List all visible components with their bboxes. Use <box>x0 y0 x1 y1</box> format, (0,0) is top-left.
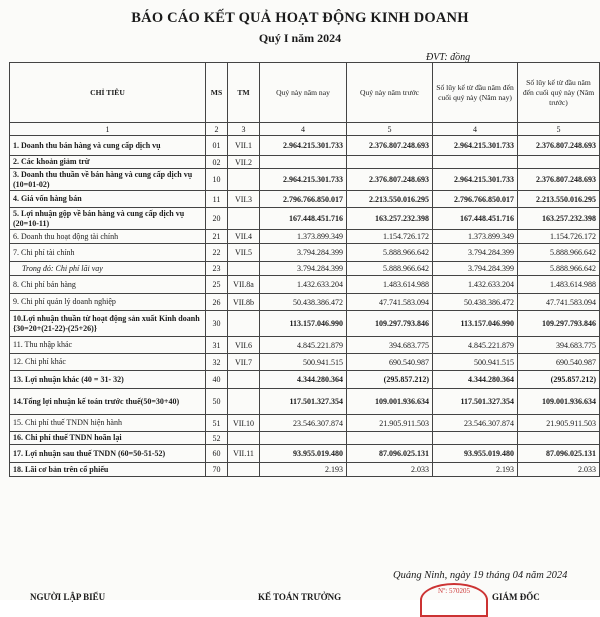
row-code: 22 <box>206 244 228 262</box>
row-indicator: 1. Doanh thu bán hàng và cung cấp dịch vụ <box>10 136 206 156</box>
row-current-quarter <box>260 432 347 445</box>
row-current-quarter: 500.941.515 <box>260 354 347 371</box>
row-note: VII.2 <box>228 156 260 169</box>
table-row <box>10 156 600 169</box>
col-ytd-prior: Số lũy kế từ đầu năm đến cuối quý này (Năm trước) <box>518 63 600 123</box>
row-ytd-current: 167.448.451.716 <box>433 208 518 230</box>
row-note <box>228 311 260 337</box>
col-number: 4 <box>433 123 518 136</box>
report-date: Quảng Ninh, ngày 19 tháng 04 năm 2024 <box>393 570 568 581</box>
row-ytd-current: 4.344.280.364 <box>433 371 518 389</box>
header-row <box>10 63 600 123</box>
row-note: VII.7 <box>228 354 260 371</box>
row-ytd-current: 2.964.215.301.733 <box>433 136 518 156</box>
row-current-quarter: 93.955.019.480 <box>260 445 347 463</box>
row-ytd-prior: 1.154.726.172 <box>518 230 600 244</box>
row-code: 21 <box>206 230 228 244</box>
row-code: 25 <box>206 276 228 294</box>
row-note: VII.10 <box>228 415 260 432</box>
column-number-row <box>10 123 600 136</box>
row-ytd-current <box>433 432 518 445</box>
row-prior-quarter: 2.033 <box>347 463 433 477</box>
row-indicator: 8. Chi phí bán hàng <box>10 276 206 294</box>
row-current-quarter: 2.964.215.301.733 <box>260 169 347 191</box>
row-note: VII.1 <box>228 136 260 156</box>
row-code: 01 <box>206 136 228 156</box>
row-current-quarter: 2.193 <box>260 463 347 477</box>
row-indicator: 4. Giá vốn hàng bán <box>10 191 206 208</box>
col-ytd-current: Số lũy kế từ đầu năm đến cuối quý này (Năm nay) <box>433 63 518 123</box>
income-statement-table <box>9 62 600 477</box>
chief-accountant-title: KẾ TOÁN TRƯỞNG <box>258 592 342 602</box>
row-current-quarter: 2.796.766.850.017 <box>260 191 347 208</box>
row-ytd-prior <box>518 156 600 169</box>
row-ytd-prior <box>518 432 600 445</box>
row-note: VII.8b <box>228 294 260 311</box>
row-code: 51 <box>206 415 228 432</box>
preparer-signature-title: NGƯỜI LẬP BIỂU <box>30 592 106 602</box>
row-prior-quarter: 2.376.807.248.693 <box>347 169 433 191</box>
col-code: MS <box>206 63 228 123</box>
row-current-quarter <box>260 156 347 169</box>
row-code: 32 <box>206 354 228 371</box>
report-period: Quý I năm 2024 <box>258 31 342 45</box>
row-current-quarter: 23.546.307.874 <box>260 415 347 432</box>
row-prior-quarter: (295.857.212) <box>347 371 433 389</box>
table-row <box>10 276 600 294</box>
row-code: 30 <box>206 311 228 337</box>
row-note: VII.6 <box>228 337 260 354</box>
table-row <box>10 445 600 463</box>
row-prior-quarter <box>347 432 433 445</box>
table-row <box>10 262 600 276</box>
row-ytd-current: 117.501.327.354 <box>433 389 518 415</box>
row-ytd-current <box>433 156 518 169</box>
row-indicator: 14.Tổng lợi nhuận kế toán trước thuế(50=30+40) <box>10 389 206 415</box>
col-indicator: CHỈ TIÊU <box>10 63 206 123</box>
row-ytd-prior: 2.033 <box>518 463 600 477</box>
table-row <box>10 230 600 244</box>
row-code: 26 <box>206 294 228 311</box>
table-row <box>10 432 600 445</box>
col-number: 1 <box>10 123 206 136</box>
row-note <box>228 432 260 445</box>
row-ytd-prior: 394.683.775 <box>518 337 600 354</box>
row-ytd-prior: 163.257.232.398 <box>518 208 600 230</box>
row-note: VII.3 <box>228 191 260 208</box>
row-indicator: 18. Lãi cơ bản trên cổ phiếu <box>10 463 206 477</box>
row-note: VII.11 <box>228 445 260 463</box>
row-ytd-prior: 2.213.550.016.295 <box>518 191 600 208</box>
table-row <box>10 337 600 354</box>
row-ytd-current: 3.794.284.399 <box>433 262 518 276</box>
row-indicator: 17. Lợi nhuận sau thuế TNDN (60=50-51-52) <box>10 445 206 463</box>
row-code: 52 <box>206 432 228 445</box>
row-ytd-current: 2.796.766.850.017 <box>433 191 518 208</box>
row-current-quarter: 1.432.633.204 <box>260 276 347 294</box>
col-note: TM <box>228 63 260 123</box>
col-number: 3 <box>228 123 260 136</box>
row-indicator: 12. Chi phí khác <box>10 354 206 371</box>
row-ytd-current: 23.546.307.874 <box>433 415 518 432</box>
row-code: 70 <box>206 463 228 477</box>
row-prior-quarter: 690.540.987 <box>347 354 433 371</box>
row-prior-quarter: 21.905.911.503 <box>347 415 433 432</box>
row-ytd-current: 50.438.386.472 <box>433 294 518 311</box>
row-prior-quarter: 2.376.807.248.693 <box>347 136 433 156</box>
row-indicator: Trong đó: Chi phí lãi vay <box>10 262 206 276</box>
table-row <box>10 354 600 371</box>
table-row <box>10 415 600 432</box>
row-current-quarter: 4.845.221.879 <box>260 337 347 354</box>
row-current-quarter: 1.373.899.349 <box>260 230 347 244</box>
table-row <box>10 311 600 337</box>
director-title: GIÁM ĐỐC <box>492 592 540 602</box>
row-ytd-prior: 87.096.025.131 <box>518 445 600 463</box>
row-code: 31 <box>206 337 228 354</box>
row-code: 10 <box>206 169 228 191</box>
row-prior-quarter <box>347 156 433 169</box>
row-note <box>228 208 260 230</box>
row-ytd-current: 93.955.019.480 <box>433 445 518 463</box>
table-row <box>10 463 600 477</box>
row-ytd-prior: 109.001.936.634 <box>518 389 600 415</box>
row-code: 20 <box>206 208 228 230</box>
row-prior-quarter: 5.888.966.642 <box>347 262 433 276</box>
row-ytd-prior: 21.905.911.503 <box>518 415 600 432</box>
currency-unit: ĐVT: đồng <box>426 52 471 63</box>
row-prior-quarter: 87.096.025.131 <box>347 445 433 463</box>
table-row <box>10 389 600 415</box>
row-current-quarter: 113.157.046.990 <box>260 311 347 337</box>
row-ytd-prior: 5.888.966.642 <box>518 244 600 262</box>
row-ytd-current: 1.432.633.204 <box>433 276 518 294</box>
row-prior-quarter: 109.297.793.846 <box>347 311 433 337</box>
table-row <box>10 208 600 230</box>
row-indicator: 15. Chi phí thuế TNDN hiện hành <box>10 415 206 432</box>
row-code: 60 <box>206 445 228 463</box>
table-row <box>10 169 600 191</box>
row-note: VII.8a <box>228 276 260 294</box>
row-indicator: 13. Lợi nhuận khác (40 = 31- 32) <box>10 371 206 389</box>
row-current-quarter: 4.344.280.364 <box>260 371 347 389</box>
row-ytd-current: 4.845.221.879 <box>433 337 518 354</box>
table-row <box>10 191 600 208</box>
row-code: 40 <box>206 371 228 389</box>
table-row <box>10 371 600 389</box>
row-ytd-current: 500.941.515 <box>433 354 518 371</box>
row-prior-quarter: 109.001.936.634 <box>347 389 433 415</box>
row-indicator: 10.Lợi nhuận thuần từ hoạt động sản xuất Kinh doanh {30=20+(21-22)-(25+26)} <box>10 311 206 337</box>
row-indicator: 3. Doanh thu thuần về bán hàng và cung cấp dịch vụ (10=01-02) <box>10 169 206 191</box>
row-current-quarter: 167.448.451.716 <box>260 208 347 230</box>
row-prior-quarter: 2.213.550.016.295 <box>347 191 433 208</box>
col-prior-quarter: Quý này năm trước <box>347 63 433 123</box>
row-indicator: 9. Chi phí quản lý doanh nghiệp <box>10 294 206 311</box>
row-indicator: 5. Lợi nhuận gộp về bán hàng và cung cấp dịch vụ (20=10-11) <box>10 208 206 230</box>
row-note: VII.5 <box>228 244 260 262</box>
row-current-quarter: 3.794.284.399 <box>260 262 347 276</box>
col-number: 5 <box>518 123 600 136</box>
row-note: VII.4 <box>228 230 260 244</box>
row-note <box>228 371 260 389</box>
row-indicator: 11. Thu nhập khác <box>10 337 206 354</box>
row-prior-quarter: 394.683.775 <box>347 337 433 354</box>
row-indicator: 6. Doanh thu hoạt động tài chính <box>10 230 206 244</box>
company-seal: Nº: 570205 <box>420 583 488 617</box>
row-code: 02 <box>206 156 228 169</box>
row-indicator: 16. Chi phí thuế TNDN hoãn lại <box>10 432 206 445</box>
row-ytd-prior: (295.857.212) <box>518 371 600 389</box>
row-note <box>228 169 260 191</box>
col-number: 4 <box>260 123 347 136</box>
row-current-quarter: 2.964.215.301.733 <box>260 136 347 156</box>
row-prior-quarter: 47.741.583.094 <box>347 294 433 311</box>
row-ytd-prior: 2.376.807.248.693 <box>518 136 600 156</box>
row-ytd-prior: 5.888.966.642 <box>518 262 600 276</box>
row-ytd-prior: 47.741.583.094 <box>518 294 600 311</box>
row-ytd-current: 2.193 <box>433 463 518 477</box>
row-code: 23 <box>206 262 228 276</box>
row-code: 11 <box>206 191 228 208</box>
row-current-quarter: 3.794.284.399 <box>260 244 347 262</box>
row-current-quarter: 117.501.327.354 <box>260 389 347 415</box>
table-row <box>10 294 600 311</box>
col-current-quarter: Quý này năm nay <box>260 63 347 123</box>
table-row <box>10 136 600 156</box>
report-title: BÁO CÁO KẾT QUẢ HOẠT ĐỘNG KINH DOANH <box>131 10 469 26</box>
row-ytd-current: 2.964.215.301.733 <box>433 169 518 191</box>
row-ytd-prior: 2.376.807.248.693 <box>518 169 600 191</box>
row-ytd-prior: 109.297.793.846 <box>518 311 600 337</box>
col-number: 5 <box>347 123 433 136</box>
row-ytd-prior: 690.540.987 <box>518 354 600 371</box>
row-ytd-current: 1.373.899.349 <box>433 230 518 244</box>
row-note <box>228 389 260 415</box>
row-ytd-prior: 1.483.614.988 <box>518 276 600 294</box>
row-prior-quarter: 163.257.232.398 <box>347 208 433 230</box>
row-prior-quarter: 5.888.966.642 <box>347 244 433 262</box>
row-note <box>228 463 260 477</box>
row-indicator: 7. Chi phí tài chính <box>10 244 206 262</box>
row-ytd-current: 113.157.046.990 <box>433 311 518 337</box>
row-prior-quarter: 1.483.614.988 <box>347 276 433 294</box>
row-indicator: 2. Các khoản giảm trừ <box>10 156 206 169</box>
row-prior-quarter: 1.154.726.172 <box>347 230 433 244</box>
row-current-quarter: 50.438.386.472 <box>260 294 347 311</box>
table-row <box>10 244 600 262</box>
row-ytd-current: 3.794.284.399 <box>433 244 518 262</box>
row-note <box>228 262 260 276</box>
col-number: 2 <box>206 123 228 136</box>
row-code: 50 <box>206 389 228 415</box>
